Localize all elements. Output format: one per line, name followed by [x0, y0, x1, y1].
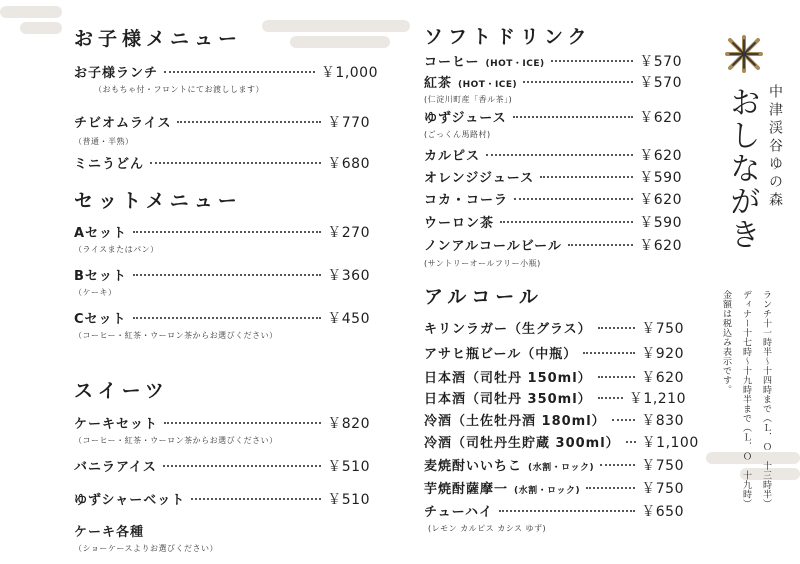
menu-item-chibi-omurice — [74, 112, 370, 132]
item-price: ￥1,000 — [320, 65, 378, 81]
item-name: ミニうどん — [74, 157, 145, 172]
item-name: 冷酒（土佐牡丹酒 180ml） — [424, 414, 606, 429]
item-name: 紅茶 — [424, 76, 453, 91]
item-note: （コーヒー・紅茶・ウーロン茶からお選びください） — [74, 331, 278, 340]
item-variant: (水割・ロック) — [528, 463, 595, 473]
item-note: （ケーキ） — [74, 288, 117, 297]
item-name: 芋焼酎薩摩一 — [424, 482, 509, 497]
yunomori-logo-icon — [724, 34, 764, 74]
item-name: アサヒ瓶ビール（中瓶） — [424, 347, 578, 362]
oshinagaki-title: おしながき — [724, 86, 760, 251]
dot-leader — [600, 464, 635, 466]
item-price: ￥680 — [327, 156, 370, 172]
item-name: カルピス — [424, 149, 481, 164]
menu-item-coca-cola — [424, 189, 682, 209]
sweets-title: スイーツ — [74, 380, 169, 402]
item-price: ￥1,100 — [641, 435, 699, 451]
dot-leader — [514, 198, 633, 200]
dot-leader — [513, 116, 634, 118]
item-price: ￥830 — [641, 413, 684, 429]
menu-item-cold-sake-300 — [424, 432, 699, 452]
dot-leader — [177, 121, 321, 123]
item-price: ￥570 — [639, 54, 682, 70]
dot-leader — [540, 176, 633, 178]
item-price: ￥510 — [327, 492, 370, 508]
menu-item-yuzu-sherbet — [74, 489, 370, 509]
menu-item-mini-udon — [74, 153, 370, 173]
item-name: ケーキセット — [74, 417, 159, 432]
item-price: ￥820 — [327, 416, 370, 432]
item-variant: (HOT・ICE) — [458, 80, 518, 90]
place-name: 中津渓谷ゆの森 — [767, 84, 783, 210]
menu-item-vanilla-ice — [74, 456, 370, 476]
dot-leader — [133, 274, 321, 276]
item-name: Bセット — [74, 269, 127, 284]
dot-leader — [598, 376, 636, 378]
dot-leader — [133, 317, 322, 319]
item-name: 日本酒（司牡丹 150ml） — [424, 371, 592, 386]
item-price: ￥510 — [327, 459, 370, 475]
item-name: チビオムライス — [74, 116, 172, 131]
dot-leader — [133, 231, 321, 233]
item-name: ケーキ各種 — [74, 525, 145, 540]
dot-leader — [626, 441, 636, 443]
item-name: ゆずジュース — [424, 111, 507, 126]
item-price: ￥650 — [641, 504, 684, 520]
menu-item-asahi-bottle — [424, 343, 684, 363]
dot-leader — [500, 221, 633, 223]
item-price: ￥270 — [327, 225, 370, 241]
soft-drinks-title: ソフトドリンク — [424, 26, 592, 48]
menu-item-set-a — [74, 222, 370, 242]
item-price: ￥590 — [639, 215, 682, 231]
dot-leader — [551, 60, 634, 62]
dot-leader — [191, 498, 321, 500]
item-note: （ショーケースよりお選びください） — [74, 544, 218, 553]
item-name: バニラアイス — [74, 460, 157, 475]
item-name: オレンジジュース — [424, 171, 535, 186]
menu-item-coffee — [424, 51, 682, 71]
wave-decoration-top-center — [262, 20, 410, 32]
dot-leader — [164, 71, 315, 73]
menu-item-orange-juice — [424, 167, 682, 187]
dot-leader — [598, 397, 623, 399]
menu-item-iichiko — [424, 455, 684, 475]
item-name: お子様ランチ — [74, 66, 159, 81]
menu-item-sake-150 — [424, 367, 684, 387]
item-note: （おもちゃ付・フロントにてお渡しします） — [94, 85, 264, 94]
item-name: ウーロン茶 — [424, 216, 495, 231]
dinner-hours: ディナー十七時～十九時半まで（Ｌ．Ｏ 十九時） — [741, 290, 751, 509]
item-price: ￥590 — [639, 170, 682, 186]
item-price: ￥620 — [639, 238, 682, 254]
item-note: (仁淀川町産「香ル茶」) — [424, 95, 513, 104]
menu-item-kids-lunch — [74, 62, 378, 82]
kids-menu-title: お子様メニュー — [74, 28, 243, 50]
menu-item-kirin-lager — [424, 318, 684, 338]
wave-decoration-top-center-2 — [290, 36, 390, 48]
dot-leader — [499, 510, 635, 512]
alcohol-title: アルコール — [424, 286, 543, 308]
dot-leader — [486, 154, 633, 156]
tax-note: 金額は税込み表示です。 — [721, 290, 731, 395]
menu-item-cake-set — [74, 413, 370, 433]
item-name: コカ・コーラ — [424, 193, 509, 208]
item-price: ￥620 — [639, 192, 682, 208]
item-name: Aセット — [74, 226, 128, 241]
item-name: ゆずシャーベット — [74, 493, 186, 508]
item-name: ノンアルコールビール — [424, 239, 562, 254]
dot-leader — [163, 465, 322, 467]
item-price: ￥770 — [327, 115, 370, 131]
item-name: チューハイ — [424, 505, 493, 520]
item-name: コーヒー — [424, 55, 480, 70]
item-name: キリンラガー（生グラス） — [424, 322, 592, 337]
item-note: (ごっくん馬路村) — [424, 130, 491, 139]
menu-item-oolong-tea — [424, 212, 682, 232]
menu-item-satsuma-ichi — [424, 478, 684, 498]
menu-item-set-b — [74, 265, 370, 285]
menu-item-cakes — [74, 521, 144, 540]
item-price: ￥1,210 — [628, 391, 686, 407]
menu-item-calpis — [424, 145, 682, 165]
wave-decoration-top-left — [0, 6, 62, 18]
item-note: （ライスまたはパン） — [74, 245, 159, 254]
wave-decoration-bottom-right — [706, 452, 800, 464]
menu-item-cold-sake-180 — [424, 410, 684, 430]
item-price: ￥920 — [641, 346, 684, 362]
menu-item-chuhai — [424, 501, 684, 521]
menu-item-non-alcohol-beer — [424, 235, 682, 255]
item-price: ￥570 — [639, 75, 682, 91]
menu-item-sake-350 — [424, 388, 686, 408]
item-name: 冷酒（司牡丹生貯蔵 300ml） — [424, 436, 620, 451]
item-variant: (HOT・ICE) — [485, 59, 545, 69]
item-name: 日本酒（司牡丹 350ml） — [424, 392, 592, 407]
item-note: （コーヒー・紅茶・ウーロン茶からお選びください） — [74, 436, 278, 445]
dot-leader — [583, 352, 635, 354]
dot-leader — [164, 422, 321, 424]
set-menu-title: セットメニュー — [74, 190, 242, 212]
wave-decoration-top-left-2 — [20, 22, 62, 34]
menu-item-yuzu-juice — [424, 107, 682, 127]
dot-leader — [586, 487, 635, 489]
item-name: Cセット — [74, 312, 127, 327]
lunch-hours: ランチ十一時半～十四時まで（Ｌ．Ｏ 十三時半） — [761, 290, 771, 509]
item-price: ￥750 — [641, 458, 684, 474]
item-note: (サントリーオールフリー小瓶) — [424, 259, 541, 268]
dot-leader — [150, 162, 321, 164]
dot-leader — [598, 327, 636, 329]
menu-item-set-c — [74, 308, 370, 328]
item-price: ￥750 — [641, 321, 684, 337]
menu-item-tea — [424, 72, 682, 92]
item-name: 麦焼酎いいちこ — [424, 459, 523, 474]
item-price: ￥620 — [639, 110, 682, 126]
dot-leader — [523, 81, 633, 83]
item-note: （普通・半熟） — [74, 137, 134, 146]
item-price: ￥620 — [639, 148, 682, 164]
dot-leader — [568, 244, 633, 246]
item-price: ￥450 — [327, 311, 370, 327]
dot-leader — [612, 419, 636, 421]
item-price: ￥620 — [641, 370, 684, 386]
item-price: ￥750 — [641, 481, 684, 497]
item-variant: (水割・ロック) — [514, 486, 581, 496]
item-price: ￥360 — [327, 268, 370, 284]
item-note: (レモン カルピス カシス ゆず) — [428, 524, 547, 533]
